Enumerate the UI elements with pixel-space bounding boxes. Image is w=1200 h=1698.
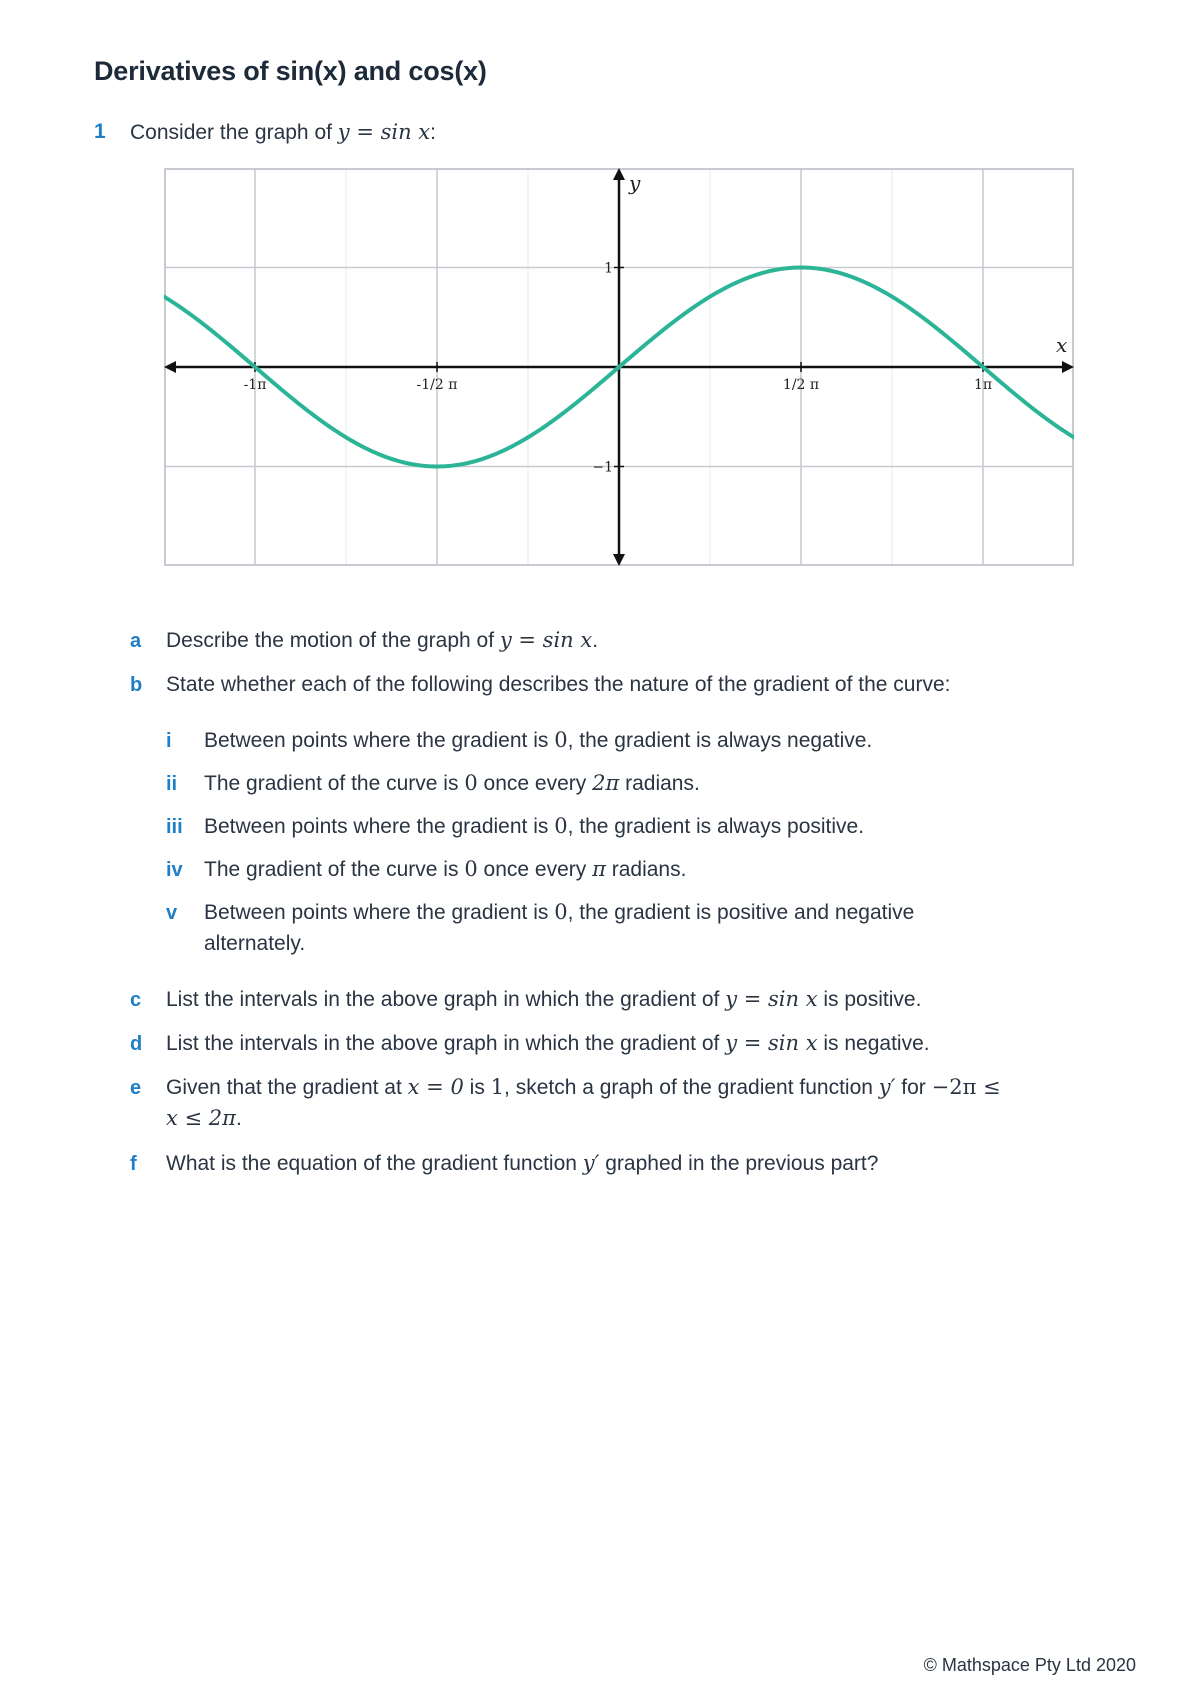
text-seg: once every [477, 772, 593, 795]
text-seg: What is the equation of the gradient function [166, 1152, 583, 1175]
text-seg: alternately. [204, 932, 306, 955]
text-seg: , sketch a graph of the gradient function [504, 1076, 879, 1099]
text-seg: radians. [619, 772, 700, 795]
subpart-ii-label: ii [166, 773, 178, 795]
subpart-iv-label: iv [166, 859, 183, 881]
question-number: 1 [94, 120, 106, 143]
part-d-label: d [130, 1033, 143, 1055]
subpart-i-label: i [166, 730, 172, 752]
subpart-v-label: v [166, 902, 178, 924]
math-seg: −2π ≤ [931, 1075, 1001, 1099]
text-seg: radians. [605, 858, 687, 881]
math-seg: 0 [554, 728, 568, 752]
math-seg: y = sin x [725, 987, 818, 1011]
subpart-iv-text [204, 854, 686, 885]
part-a-text [166, 625, 598, 656]
intro-prefix: Consider the graph of [130, 121, 338, 144]
part-f-text [166, 1148, 878, 1179]
math-seg: 2π [592, 771, 620, 795]
math-seg: 1 [490, 1075, 505, 1099]
text-seg: graphed in the previous part? [599, 1152, 879, 1175]
math-seg: 0 [554, 900, 568, 924]
text-seg: for [895, 1076, 932, 1099]
text-seg: , the gradient is positive and negative [567, 901, 915, 924]
subpart-i-text [204, 725, 872, 756]
part-b-text: State whether each of the following describes the nature of the gradient of the curve: [166, 673, 951, 696]
math-seg: x ≤ 2π [166, 1106, 236, 1130]
text-seg: , the gradient is always positive. [567, 815, 865, 838]
text-seg: Between points where the gradient is [204, 901, 555, 924]
math-seg: y′ [878, 1075, 896, 1099]
subpart-iii-text [204, 811, 864, 842]
text-seg: The gradient of the curve is [204, 858, 465, 881]
text-seg: . [235, 1107, 242, 1130]
subpart-ii-text [204, 768, 700, 799]
math-seg: y = sin x [499, 628, 593, 652]
text-seg: Describe the motion of the graph of [166, 629, 500, 652]
math-seg: x = 0 [407, 1075, 464, 1099]
question-intro [130, 120, 436, 145]
y-axis-label: y [629, 171, 641, 195]
footer-copyright: © Mathspace Pty Ltd 2020 [923, 1655, 1136, 1675]
text-seg: is [463, 1076, 491, 1099]
text-seg: List the intervals in the above graph in which the gradient of [166, 988, 726, 1011]
subpart-v-text [204, 897, 914, 959]
math-seg: 0 [554, 814, 568, 838]
x-axis-label: x [1056, 333, 1068, 357]
intro-suffix: : [430, 121, 436, 144]
text-seg: . [592, 629, 599, 652]
text-seg: The gradient of the curve is [204, 772, 465, 795]
part-f-label: f [130, 1153, 137, 1175]
math-seg: 0 [464, 857, 478, 881]
x-tick-label: -1π [243, 377, 267, 393]
part-b-label: b [130, 674, 143, 696]
math-seg: π [592, 857, 606, 881]
text-seg: is negative. [817, 1032, 930, 1055]
part-e-text [166, 1072, 1001, 1134]
intro-math: y = sin x [337, 120, 431, 144]
subpart-iii-label: iii [166, 816, 183, 838]
y-tick-label: 1 [604, 260, 613, 277]
part-c-label: c [130, 989, 142, 1011]
page-title: Derivatives of sin(x) and cos(x) [94, 56, 487, 86]
part-c-text [166, 984, 921, 1015]
part-a-label: a [130, 630, 142, 652]
text-seg: , the gradient is always negative. [567, 729, 873, 752]
sine-graph [164, 168, 1074, 566]
x-tick-label: 1/2 π [782, 377, 820, 393]
math-seg: y = sin x [725, 1031, 818, 1055]
x-tick-label: -1/2 π [416, 377, 458, 393]
x-tick-label: 1π [973, 377, 993, 393]
part-d-text [166, 1028, 930, 1059]
math-seg: 0 [464, 771, 478, 795]
text-seg: is positive. [817, 988, 922, 1011]
text-seg: Between points where the gradient is [204, 815, 555, 838]
text-seg: List the intervals in the above graph in which the gradient of [166, 1032, 726, 1055]
text-seg: once every [477, 858, 593, 881]
math-seg: y′ [582, 1151, 600, 1175]
part-e-label: e [130, 1077, 142, 1099]
text-seg: Given that the gradient at [166, 1076, 408, 1099]
y-tick-label: −1 [592, 459, 613, 476]
text-seg: Between points where the gradient is [204, 729, 555, 752]
